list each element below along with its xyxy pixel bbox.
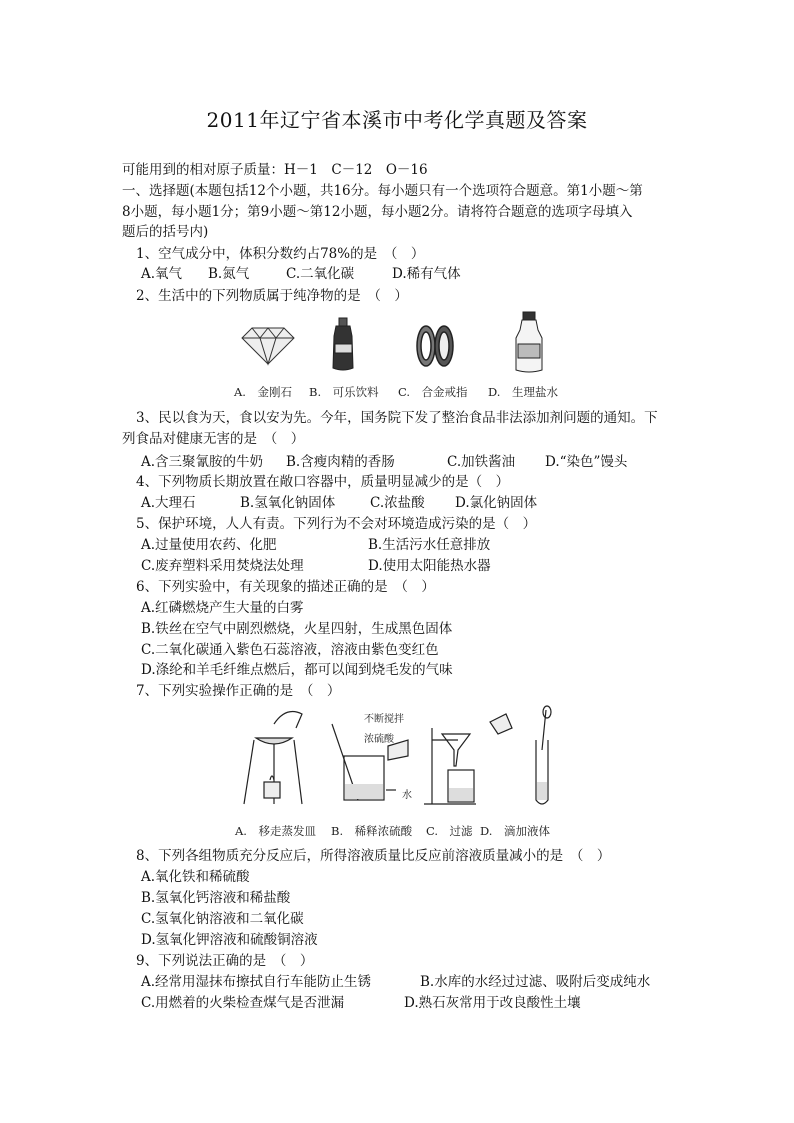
q2-caption-a: A. 金刚石 bbox=[234, 385, 292, 399]
question-3-stem-line-1: 3、民以食为天，食以安为先。今年，国务院下发了整治食品非法添加剂问题的通知。下 bbox=[136, 410, 658, 426]
q8-option-a: A.氧化铁和稀硫酸 bbox=[141, 869, 250, 885]
q4-option-c: C.浓盐酸 bbox=[370, 495, 425, 511]
question-8-stem: 8、下列各组物质充分反应后，所得溶液质量比反应前溶液质量减小的是 （ ） bbox=[136, 848, 611, 864]
question-9-stem: 9、下列说法正确的是 （ ） bbox=[136, 953, 314, 969]
dropper-setup bbox=[490, 706, 551, 804]
q5-option-b: B.生活污水任意排放 bbox=[368, 537, 491, 553]
q1-option-c: C.二氧化碳 bbox=[286, 266, 355, 282]
filtration-setup bbox=[424, 728, 476, 804]
q7-label-acid: 浓硫酸 bbox=[364, 734, 394, 745]
q3-option-b: B.含瘦肉精的香肠 bbox=[286, 454, 395, 470]
q6-option-d: D.涤纶和羊毛纤维点燃后，都可以闻到烧毛发的气味 bbox=[141, 662, 453, 678]
q6-option-a: A.红磷燃烧产生大量的白雾 bbox=[141, 600, 304, 616]
evaporating-dish-setup bbox=[244, 712, 302, 804]
q8-option-b: B.氢氧化钙溶液和稀盐酸 bbox=[141, 890, 291, 906]
q6-option-c: C.二氧化碳通入紫色石蕊溶液，溶液由紫色变红色 bbox=[141, 642, 439, 658]
q7-label-water: 水 bbox=[402, 790, 412, 801]
q2-figure bbox=[232, 308, 562, 380]
question-7-stem: 7、下列实验操作正确的是 （ ） bbox=[136, 683, 341, 699]
atomic-masses: 可能用到的相对原子质量：H－1 C－12 O－16 bbox=[122, 162, 428, 178]
q7-caption-d: D. 滴加液体 bbox=[480, 824, 550, 838]
q9-option-c: C.用燃着的火柴检查煤气是否泄漏 bbox=[141, 995, 345, 1011]
section-heading-line-1: 一、选择题(本题包括12个小题，共16分。每小题只有一个选项符合题意。第1小题～第 bbox=[122, 183, 643, 199]
q3-option-c: C.加铁酱油 bbox=[447, 454, 516, 470]
question-6-stem: 6、下列实验中，有关现象的描述正确的是 （ ） bbox=[136, 579, 435, 595]
alloy-ring-image bbox=[417, 326, 453, 366]
question-5-stem: 5、保护环境，人人有责。下列行为不会对环境造成污染的是（ ） bbox=[136, 516, 537, 532]
q7-caption-b: B. 稀释浓硫酸 bbox=[331, 824, 413, 838]
q9-option-b: B.水库的水经过过滤、吸附后变成纯水 bbox=[420, 974, 651, 990]
q6-option-b: B.铁丝在空气中剧烈燃烧，火星四射，生成黑色固体 bbox=[141, 621, 453, 637]
q5-option-c: C.废弃塑料采用焚烧法处理 bbox=[141, 558, 304, 574]
q4-option-d: D.氯化钠固体 bbox=[455, 495, 538, 511]
q1-option-a: A.氧气 bbox=[141, 266, 183, 282]
q9-option-a: A.经常用湿抹布擦拭自行车能防止生锈 bbox=[141, 974, 372, 990]
q1-option-d: D.稀有气体 bbox=[392, 266, 461, 282]
diamond-image bbox=[242, 328, 294, 364]
question-4-stem: 4、下列物质长期放置在敞口容器中，质量明显减少的是（ ） bbox=[136, 474, 510, 490]
q5-option-a: A.过量使用农药、化肥 bbox=[141, 537, 277, 553]
q8-option-d: D.氢氧化钾溶液和硫酸铜溶液 bbox=[141, 932, 318, 948]
question-2-stem: 2、生活中的下列物质属于纯净物的是 （ ） bbox=[136, 288, 408, 304]
q7-caption-c: C. 过滤 bbox=[426, 824, 473, 838]
q2-caption-b: B. 可乐饮料 bbox=[309, 385, 379, 399]
question-3-stem-line-2: 列食品对健康无害的是 （ ） bbox=[122, 431, 305, 447]
question-1-stem: 1、空气成分中，体积分数约占78%的是 （ ） bbox=[136, 246, 425, 262]
q4-option-a: A.大理石 bbox=[141, 495, 196, 511]
page-title: 2011年辽宁省本溪市中考化学真题及答案 bbox=[206, 108, 588, 132]
section-heading-line-3: 题后的括号内) bbox=[122, 224, 209, 240]
q2-caption-c: C. 合金戒指 bbox=[398, 385, 468, 399]
q5-option-d: D.使用太阳能热水器 bbox=[368, 558, 491, 574]
q7-label-stir: 不断搅拌 bbox=[364, 714, 404, 725]
q8-option-c: C.氢氧化钠溶液和二氧化碳 bbox=[141, 911, 304, 927]
saline-bottle-image bbox=[516, 312, 542, 372]
q4-option-b: B.氢氧化钠固体 bbox=[240, 495, 336, 511]
q7-caption-a: A. 移走蒸发皿 bbox=[235, 824, 316, 838]
q3-option-a: A.含三聚氰胺的牛奶 bbox=[141, 454, 264, 470]
q2-caption-d: D. 生理盐水 bbox=[488, 385, 558, 399]
cola-bottle-image bbox=[333, 318, 353, 370]
q1-option-b: B.氮气 bbox=[208, 266, 250, 282]
q9-option-d: D.熟石灰常用于改良酸性土壤 bbox=[404, 995, 581, 1011]
q3-option-d: D.“染色”馒头 bbox=[545, 454, 628, 470]
section-heading-line-2: 8小题，每小题1分；第9小题～第12小题，每小题2分。请将符合题意的选项字母填入 bbox=[122, 204, 633, 220]
